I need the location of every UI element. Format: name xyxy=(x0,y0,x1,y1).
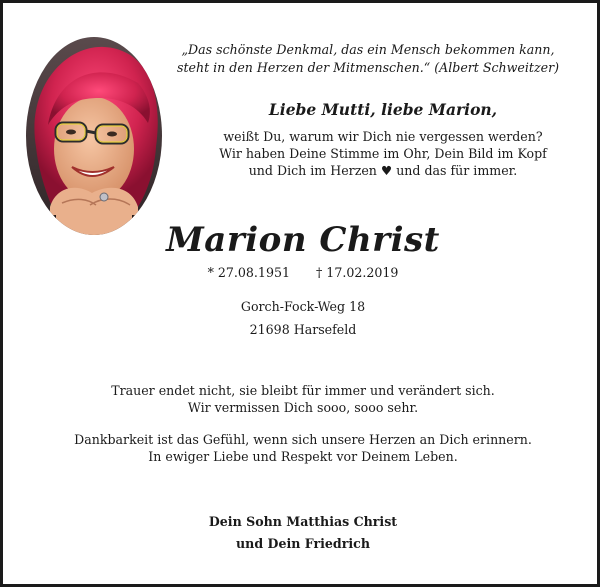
verse-line: weißt Du, warum wir Dich nie vergessen werden? xyxy=(223,129,543,144)
verse-block xyxy=(163,128,600,179)
birth-date: * 27.08.1951 xyxy=(207,265,290,280)
portrait-photo xyxy=(26,37,162,235)
quote-line: steht in den Herzen der Mitmenschen.“ (Albert Schweitzer) xyxy=(176,60,559,75)
deceased-name: Marion Christ xyxy=(166,220,440,260)
mourning-text xyxy=(3,382,600,416)
life-dates xyxy=(103,265,503,281)
verse-line: und Dich im Herzen ♥ und das für immer. xyxy=(248,163,518,178)
address-street: Gorch-Fock-Weg 18 xyxy=(240,299,366,314)
death-date: † 17.02.2019 xyxy=(316,265,399,280)
address-city: 21698 Harsefeld xyxy=(249,322,357,337)
signature-line: und Dein Friedrich xyxy=(236,536,370,551)
text-line: Wir vermissen Dich sooo, sooo sehr. xyxy=(187,400,419,415)
quote-block xyxy=(153,41,583,77)
quote-line: „Das schönste Denkmal, das ein Mensch bekommen kann, xyxy=(181,42,555,57)
text-line: In ewiger Liebe und Respekt vor Deinem Leben. xyxy=(148,449,458,464)
greeting-heading: Liebe Mutti, liebe Marion, xyxy=(268,100,498,119)
signature-line: Dein Sohn Matthias Christ xyxy=(208,514,398,529)
verse-line: Wir haben Deine Stimme im Ohr, Dein Bild im Kopf xyxy=(219,146,547,161)
signature-block xyxy=(3,511,600,555)
gratitude-text xyxy=(3,431,600,465)
text-line: Trauer endet nicht, sie bleibt für immer und verändert sich. xyxy=(111,383,495,398)
text-line: Dankbarkeit ist das Gefühl, wenn sich unsere Herzen an Dich erinnern. xyxy=(74,432,532,447)
address-block xyxy=(103,295,503,341)
